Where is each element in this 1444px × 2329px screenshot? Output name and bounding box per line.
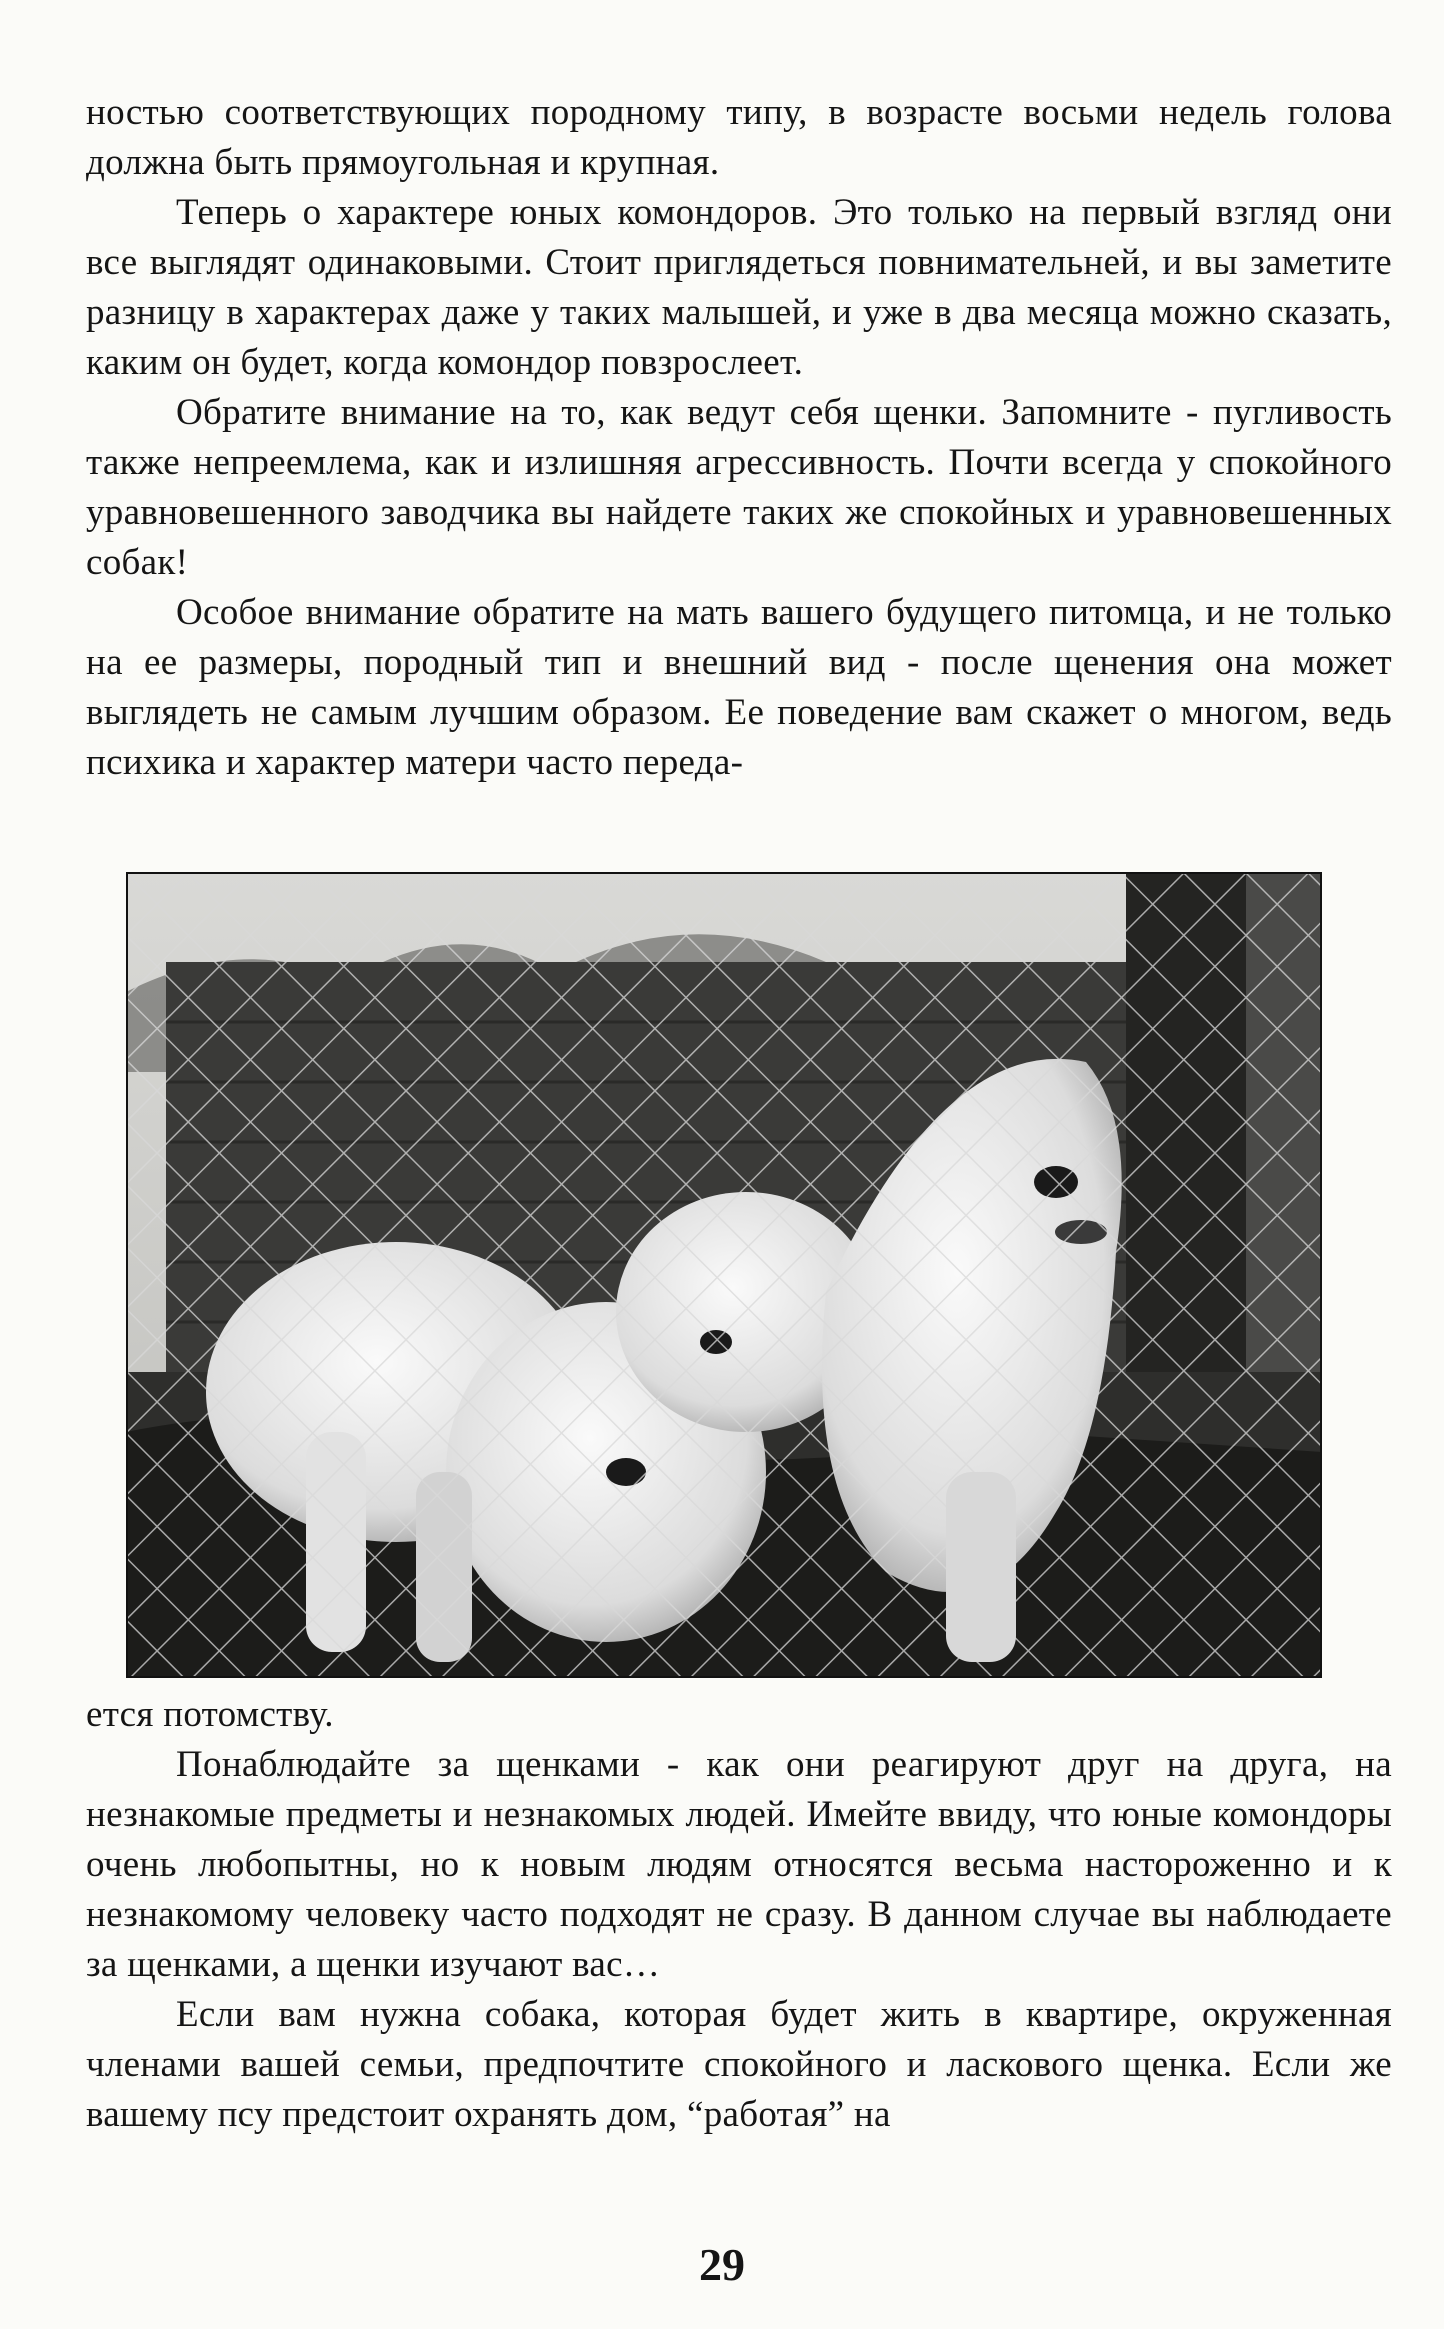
text-block-bottom bbox=[86, 1690, 1392, 2140]
paragraph: Теперь о характере юных комондоров. Это только на первый взгляд они все выглядят одинаковыми. Стоит приглядеться повнимательней, и вы заметите разницу в характерах даже у таких малышей, и уже в два месяца можно сказать, каким он будет, когда комондор повзрослеет. bbox=[86, 192, 1392, 383]
paragraph: Если вам нужна собака, которая будет жить в квартире, окруженная членами вашей семьи, предпочтите спокойного и ласкового щенка. Если же вашему псу предстоит охранять дом, “работая” на bbox=[86, 1994, 1392, 2135]
paragraph-continuation: ется потомству. bbox=[86, 1694, 334, 1735]
text-block-top bbox=[86, 88, 1392, 788]
paragraph-continuation: ностью соответствующих породному типу, в возрасте восьми недель голова должна быть прямоугольная и крупная. bbox=[86, 92, 1392, 183]
paragraph: Обратите внимание на то, как ведут себя щенки. Запомните - пугливость также непреемлема, как и излишняя агрессивность. Почти всегда у спокойного уравновешенного заводчика вы найдете таких же спокойных и уравновешенных собак! bbox=[86, 392, 1392, 583]
photo-dogs-behind-fence bbox=[126, 872, 1322, 1678]
paragraph: Понаблюдайте за щенками - как они реагируют друг на друга, на незнакомые предметы и незнакомых людей. Имейте ввиду, что юные комондоры очень любопытны, но к новым людям относятся весьма настороженно и к незнакомому человеку часто подходят не сразу. В данном случае вы наблюдаете за щенками, а щенки изучают вас… bbox=[86, 1744, 1392, 1985]
paragraph: Особое внимание обратите на мать вашего будущего питомца, и не только на ее размеры, породный тип и внешний вид - после щенения она может выглядеть не самым лучшим образом. Ее поведение вам скажет о многом, ведь психика и характер матери часто переда- bbox=[86, 592, 1392, 783]
page-number: 29 bbox=[699, 2239, 745, 2290]
